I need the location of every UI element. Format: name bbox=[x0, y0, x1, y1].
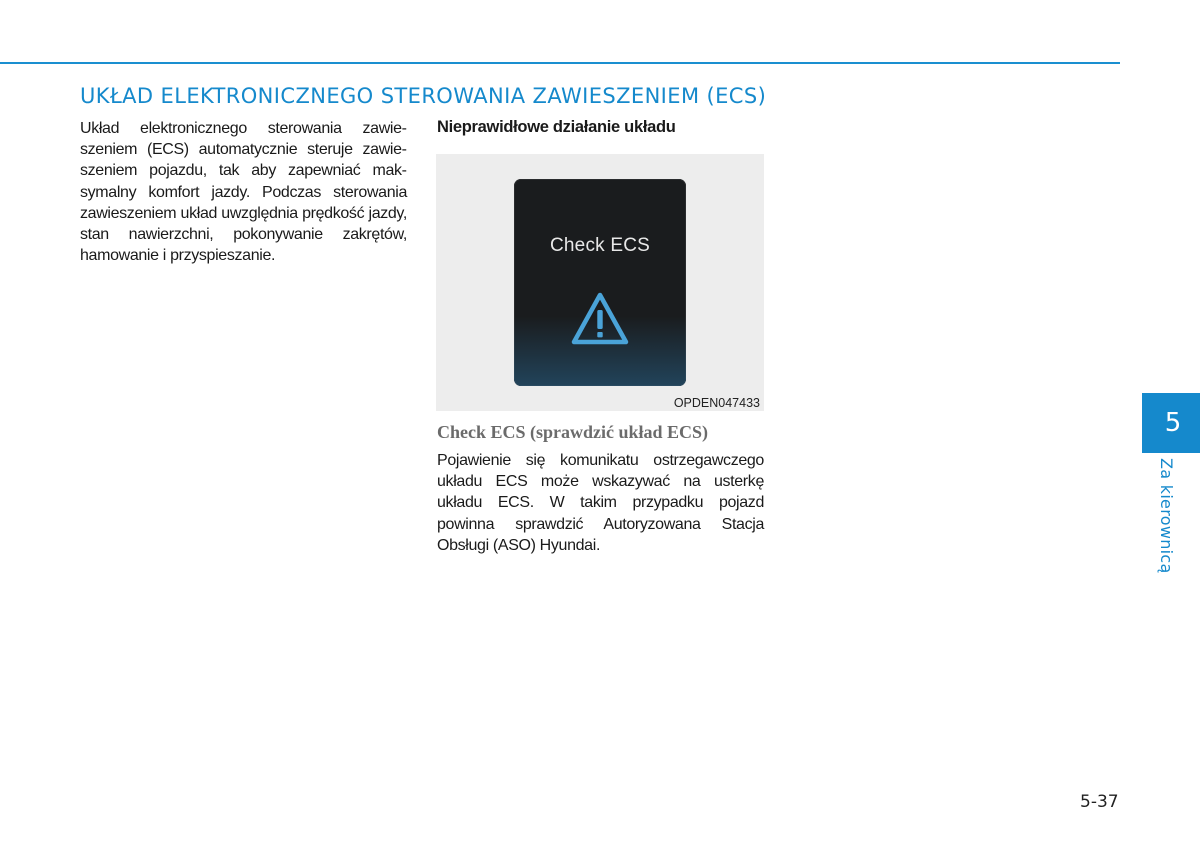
display-message: Check ECS bbox=[549, 235, 650, 256]
ecs-warning-figure bbox=[436, 154, 764, 411]
warning-triangle-icon bbox=[570, 291, 630, 347]
caption-title: Check ECS (sprawdzić układ ECS) bbox=[437, 422, 709, 442]
chapter-name: Za kierownicą bbox=[1157, 458, 1176, 574]
malfunction-heading: Nieprawidłowe działanie układu bbox=[437, 118, 676, 136]
caption-paragraph: Pojawienie się komunikatu ostrzegawczego układu ECS może wskazywać na usterkę układu ECS. W takim przypadku pojazd powinna sprawdzić Autoryzowana Stacja Obsługi (ASO) Hyundai. bbox=[437, 452, 764, 554]
section-title: UKŁAD ELEKTRONICZNEGO STEROWANIA ZAWIESZENIEM (ECS) bbox=[80, 84, 767, 108]
chapter-tab: 5 bbox=[1142, 393, 1200, 453]
cluster-display bbox=[514, 179, 686, 386]
page-number: 5-37 bbox=[1080, 792, 1119, 812]
figure-code: OPDEN047433 bbox=[673, 396, 760, 410]
header-rule bbox=[0, 62, 1120, 64]
intro-paragraph: Układ elektronicznego sterowania zawieszeniem (ECS) automatycznie steruje zawieszeniem pojazdu, tak aby zapewniać maksymalny komfort jazdy. Podczas sterowania zawieszeniem układ uwzględnia prędkość jazdy, stan nawierzchni, pokonywanie zakrętów, hamowanie i przyspieszanie. bbox=[80, 120, 407, 265]
